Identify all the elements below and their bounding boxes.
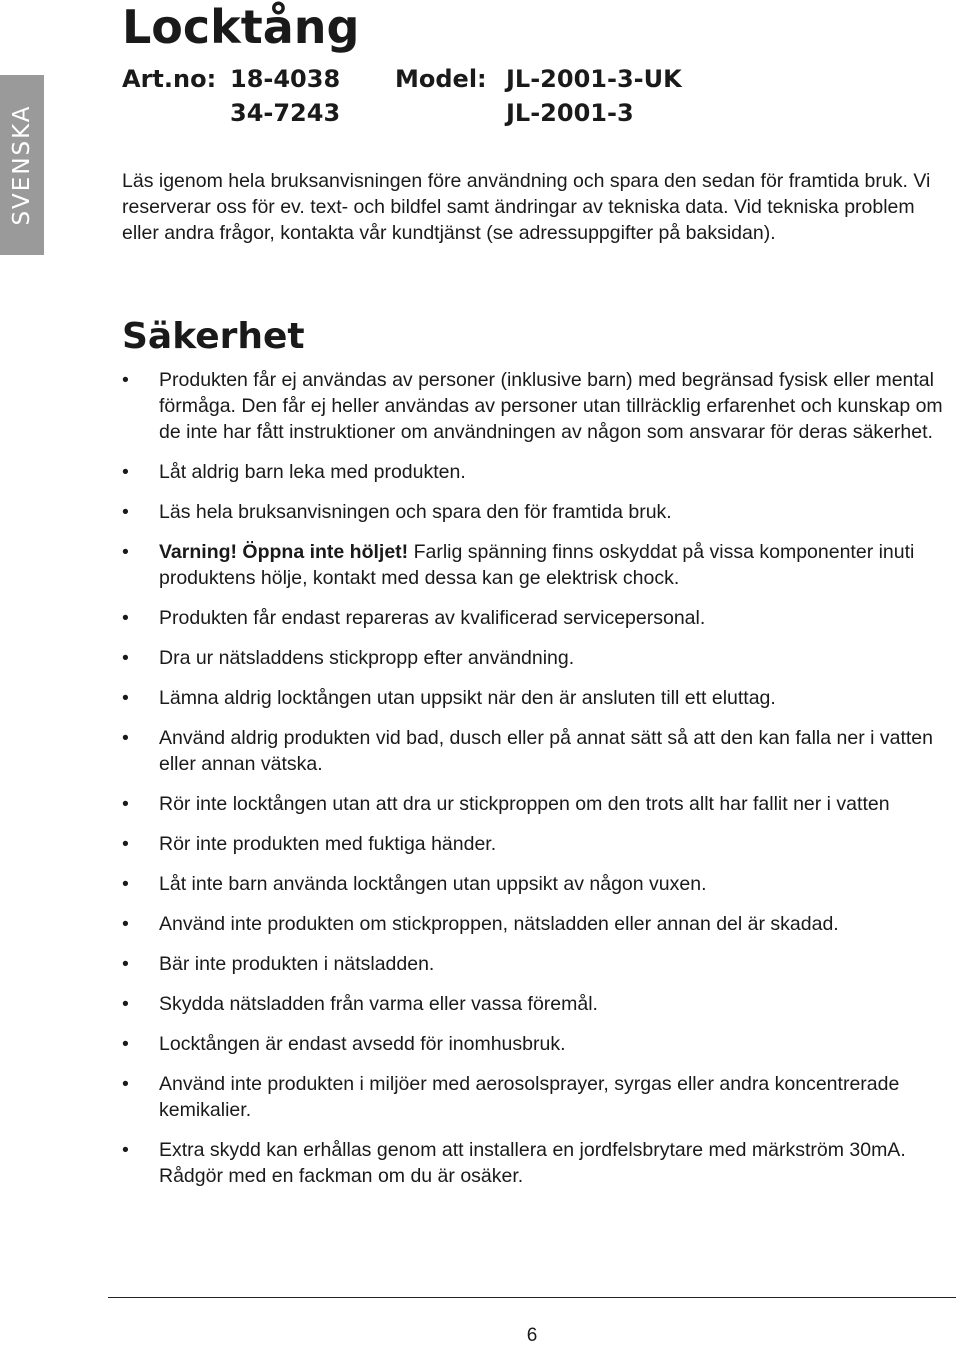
safety-item-text: Läs hela bruksanvisningen och spara den för framtida bruk. (159, 501, 672, 523)
safety-item-text: Dra ur nätsladdens stickpropp efter användning. (159, 647, 575, 669)
bullet-icon: • (122, 833, 129, 855)
safety-item-text: Farlig spänning finns oskyddat på vissa komponenter inuti produktens hölje, kontakt med dessa kan ge elektrisk chock. (159, 541, 915, 589)
footer-divider (108, 1297, 956, 1298)
bullet-icon: • (122, 793, 129, 815)
safety-item (122, 1071, 958, 1123)
safety-item (122, 499, 958, 525)
bullet-icon: • (122, 727, 129, 749)
bullet-icon: • (122, 461, 129, 483)
page-number: 6 (526, 1325, 538, 1346)
safety-item-text: Produkten får endast repareras av kvalificerad servicepersonal. (159, 607, 706, 629)
bullet-icon: • (122, 873, 129, 895)
language-side-tab (0, 75, 44, 255)
bullet-icon: • (122, 687, 129, 709)
art-number-1: 18-4038 (230, 65, 341, 93)
bullet-icon: • (122, 647, 129, 669)
safety-item-text: Produkten får ej användas av personer (inklusive barn) med begränsad fysisk eller mental förmåga. Den får ej heller användas av personer utan tillräcklig erfarenhet och kunskap om de inte har fått instruktioner om användningen av någon som ansvarar för deras säkerhet. (159, 369, 943, 443)
safety-item (122, 951, 958, 977)
bullet-icon: • (122, 607, 129, 629)
safety-item (122, 725, 958, 777)
safety-item-text: Extra skydd kan erhållas genom att installera en jordfelsbrytare med märkström 30mA. Rådgör med en fackman om du är osäker. (159, 1139, 906, 1187)
safety-item-text: Rör inte produkten med fuktiga händer. (159, 833, 497, 855)
bullet-icon: • (122, 1139, 129, 1161)
model-number-1: JL-2001-3-UK (506, 65, 682, 93)
language-label: SVENSKA (9, 104, 35, 226)
safety-item (122, 911, 958, 937)
bullet-icon: • (122, 1033, 129, 1055)
section-title-safety: Säkerhet (122, 316, 305, 357)
safety-item (122, 871, 958, 897)
safety-item (122, 367, 958, 445)
safety-item (122, 831, 958, 857)
page-title: Locktång (122, 0, 360, 54)
bullet-icon: • (122, 1073, 129, 1095)
model-number-2: JL-2001-3 (506, 99, 634, 127)
intro-paragraph: Läs igenom hela bruksanvisningen före användning och spara den sedan för framtida bruk. Vi reserverar oss för ev. text- och bildfel samt ändringar av tekniska data. Vid tekniska problem eller andra frågor, kontakta vår kundtjänst (se adressuppgifter på baksidan). (122, 170, 931, 244)
safety-item-text: Bär inte produkten i nätsladden. (159, 953, 435, 975)
bullet-icon: • (122, 501, 129, 523)
safety-list (122, 367, 958, 1189)
safety-item-text: Låt inte barn använda locktången utan uppsikt av någon vuxen. (159, 873, 707, 895)
safety-item-text: Använd inte produkten om stickproppen, nätsladden eller annan del är skadad. (159, 913, 839, 935)
safety-item-text: Rör inte locktången utan att dra ur stickproppen om den trots allt har fallit ner i vatten (159, 793, 890, 815)
safety-item-text: Använd aldrig produkten vid bad, dusch eller på annat sätt så att den kan falla ner i vatten eller annan vätska. (159, 727, 934, 775)
safety-item (122, 791, 958, 817)
bullet-icon: • (122, 541, 129, 563)
bullet-icon: • (122, 913, 129, 935)
safety-item (122, 539, 958, 591)
art-no-label: Art.no: (122, 65, 217, 93)
safety-item (122, 459, 958, 485)
safety-item (122, 1031, 958, 1057)
model-label: Model: (395, 65, 487, 93)
safety-item (122, 645, 958, 671)
safety-item (122, 605, 958, 631)
warning-emphasis: Varning! Öppna inte höljet! (159, 541, 409, 563)
safety-item (122, 1137, 958, 1189)
art-number-2: 34-7243 (230, 99, 341, 127)
safety-item (122, 685, 958, 711)
safety-item-text: Låt aldrig barn leka med produkten. (159, 461, 466, 483)
safety-item-text: Skydda nätsladden från varma eller vassa föremål. (159, 993, 598, 1015)
safety-item-text: Lämna aldrig locktången utan uppsikt när den är ansluten till ett eluttag. (159, 687, 776, 709)
bullet-icon: • (122, 369, 129, 391)
safety-item-text: Använd inte produkten i miljöer med aerosolsprayer, syrgas eller andra koncentrerade kemikalier. (159, 1073, 900, 1121)
bullet-icon: • (122, 953, 129, 975)
safety-item (122, 991, 958, 1017)
safety-item-text: Locktången är endast avsedd för inomhusbruk. (159, 1033, 566, 1055)
bullet-icon: • (122, 993, 129, 1015)
